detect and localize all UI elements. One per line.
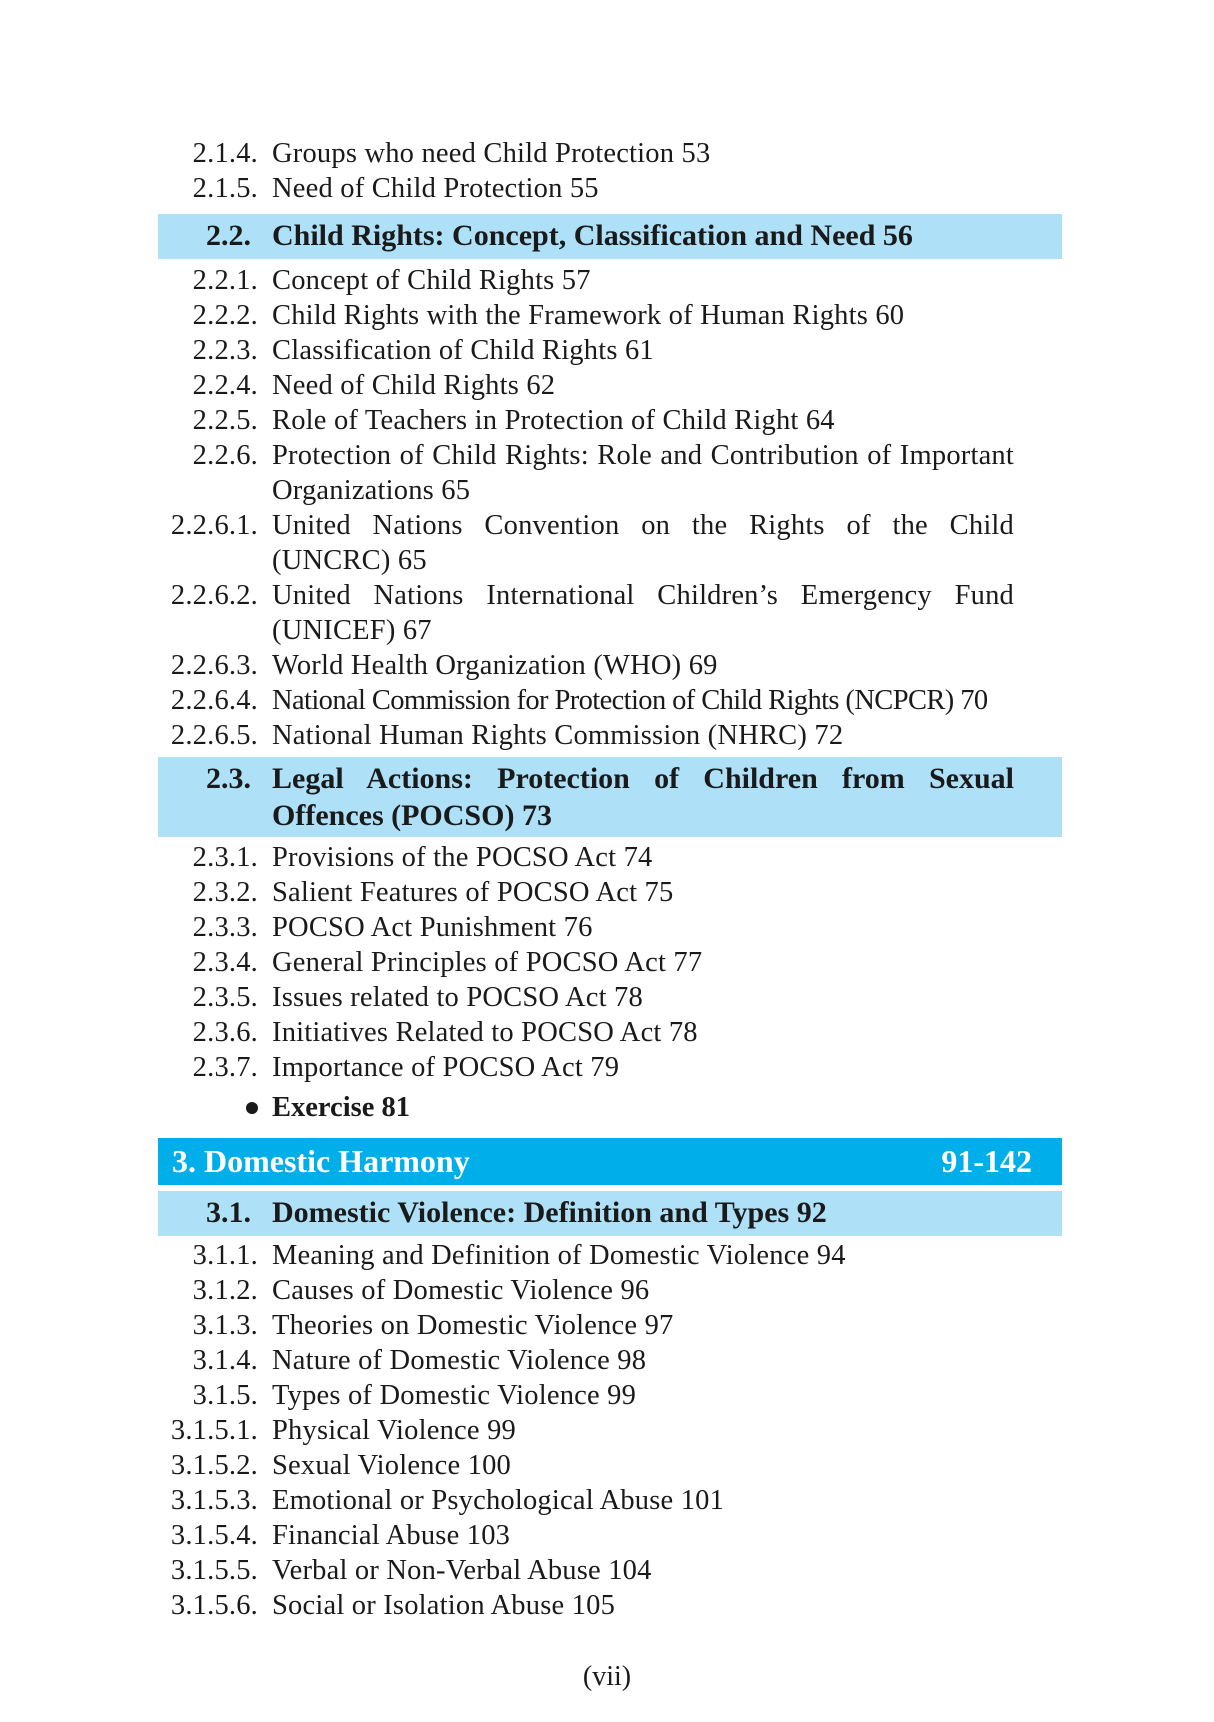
entry-title: Types of Domestic Violence 99 — [272, 1380, 637, 1411]
section-band-2-3 — [158, 757, 1062, 837]
entry-title: Sexual Violence 100 — [272, 1450, 512, 1481]
chapter-band-3 — [158, 1138, 1062, 1185]
entry-title: Nature of Domestic Violence 98 — [272, 1345, 647, 1376]
entry-number: 2.2.5. — [192, 405, 258, 436]
entry-title: Verbal or Non-Verbal Abuse 104 — [272, 1555, 652, 1586]
entry-title: United Nations International Children’s Emergency Fund — [272, 580, 1014, 611]
bullet-icon — [246, 1102, 258, 1114]
entry-title: POCSO Act Punishment 76 — [272, 912, 593, 943]
section-band-2-2 — [158, 214, 1062, 259]
entry-number: 3.1.2. — [192, 1275, 258, 1306]
entry-number: 2.1.5. — [192, 173, 258, 204]
entry-number: 2.2.1. — [192, 265, 258, 296]
entry-number: 2.2.6.4. — [170, 685, 258, 716]
entry-title: Physical Violence 99 — [272, 1415, 516, 1446]
entry-number: 2.2.3. — [192, 335, 258, 366]
entry-number: 2.2.2. — [192, 300, 258, 331]
entry-number: 3.1.5.4. — [170, 1520, 258, 1551]
section-title: Legal Actions: Protection of Children from Sexual — [272, 762, 1014, 795]
entry-title: Groups who need Child Protection 53 — [272, 138, 711, 169]
entry-number: 2.3.3. — [192, 912, 258, 943]
entry-title: National Human Rights Commission (NHRC) 72 — [272, 720, 844, 751]
entry-number: 2.3.7. — [192, 1052, 258, 1083]
entry-title-continued: (UNICEF) 67 — [272, 615, 432, 646]
entry-number: 2.3.4. — [192, 947, 258, 978]
entry-title: Theories on Domestic Violence 97 — [272, 1310, 674, 1341]
entry-title: Classification of Child Rights 61 — [272, 335, 654, 366]
entry-number: 2.2.6.3. — [170, 650, 258, 681]
entry-number: 2.2.6.2. — [170, 580, 258, 611]
section-number: 2.2. — [206, 219, 251, 252]
entry-number: 2.2.6.5. — [170, 720, 258, 751]
entry-number: 3.1.5.5. — [170, 1555, 258, 1586]
entry-number: 3.1.4. — [192, 1345, 258, 1376]
entry-title: Emotional or Psychological Abuse 101 — [272, 1485, 725, 1516]
entry-title: Meaning and Definition of Domestic Violence 94 — [272, 1240, 846, 1271]
entry-number: 2.3.1. — [192, 842, 258, 873]
section-title: Child Rights: Concept, Classification and Need 56 — [272, 219, 913, 252]
entry-title: Need of Child Rights 62 — [272, 370, 556, 401]
section-number: 2.3. — [206, 762, 251, 795]
chapter-title: 3. Domestic Harmony — [172, 1143, 470, 1179]
entry-number: 3.1.5.6. — [170, 1590, 258, 1621]
entry-title: Initiatives Related to POCSO Act 78 — [272, 1017, 698, 1048]
entry-title: Salient Features of POCSO Act 75 — [272, 877, 674, 908]
section-number: 3.1. — [206, 1196, 251, 1229]
entry-title: National Commission for Protection of Child Rights (NCPCR) 70 — [272, 685, 988, 716]
entry-title: Protection of Child Rights: Role and Contribution of Important — [272, 440, 1014, 471]
entry-title: Causes of Domestic Violence 96 — [272, 1275, 650, 1306]
entry-title: World Health Organization (WHO) 69 — [272, 650, 718, 681]
page-number: (vii) — [582, 1661, 632, 1692]
entry-number: 3.1.1. — [192, 1240, 258, 1271]
entry-number: 3.1.5.3. — [170, 1485, 258, 1516]
entry-title: Child Rights with the Framework of Human Rights 60 — [272, 300, 905, 331]
entry-number: 2.2.6.1. — [170, 510, 258, 541]
entry-title-continued: (UNCRC) 65 — [272, 545, 427, 576]
entry-title: Importance of POCSO Act 79 — [272, 1052, 620, 1083]
entry-title: Financial Abuse 103 — [272, 1520, 511, 1551]
section-title: Domestic Violence: Definition and Types 92 — [272, 1196, 827, 1229]
entry-number: 2.2.4. — [192, 370, 258, 401]
entry-number: 3.1.5.2. — [170, 1450, 258, 1481]
entry-number: 3.1.5. — [192, 1380, 258, 1411]
entry-number: 2.2.6. — [192, 440, 258, 471]
entry-title: Social or Isolation Abuse 105 — [272, 1590, 616, 1621]
section-band-3-1 — [158, 1191, 1062, 1236]
entry-number: 2.3.6. — [192, 1017, 258, 1048]
entry-title-continued: Organizations 65 — [272, 475, 471, 506]
entry-title: Provisions of the POCSO Act 74 — [272, 842, 653, 873]
entry-title: Need of Child Protection 55 — [272, 173, 599, 204]
exercise-title: Exercise 81 — [272, 1092, 410, 1123]
entry-number: 2.1.4. — [192, 138, 258, 169]
entry-number: 3.1.3. — [192, 1310, 258, 1341]
entry-title: United Nations Convention on the Rights of the Child — [272, 510, 1014, 541]
entry-title: Concept of Child Rights 57 — [272, 265, 591, 296]
entry-title: Role of Teachers in Protection of Child Right 64 — [272, 405, 835, 436]
section-title-continued: Offences (POCSO) 73 — [272, 799, 552, 832]
entry-title: Issues related to POCSO Act 78 — [272, 982, 643, 1013]
entry-title: General Principles of POCSO Act 77 — [272, 947, 703, 978]
entry-number: 3.1.5.1. — [170, 1415, 258, 1446]
entry-number: 2.3.2. — [192, 877, 258, 908]
chapter-page-range: 91-142 — [941, 1143, 1032, 1179]
entry-number: 2.3.5. — [192, 982, 258, 1013]
